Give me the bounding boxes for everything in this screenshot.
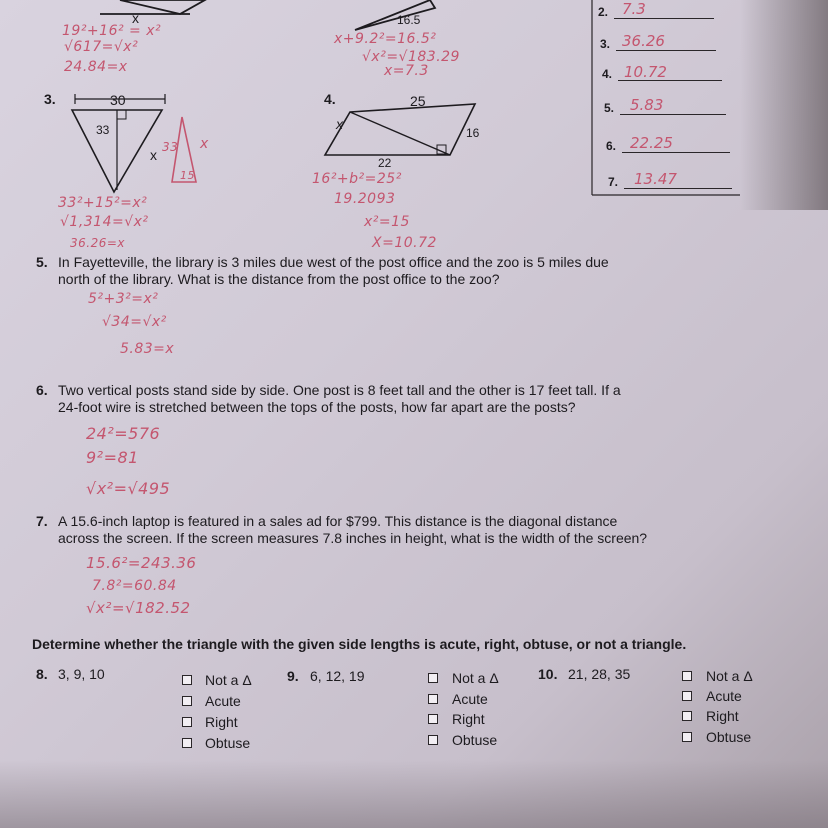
work-p3-line2: √1,314=√x² <box>60 214 149 230</box>
work-p4-line2: 19.2093 <box>334 191 396 207</box>
q9-option-obtuse: Obtuse <box>452 732 498 748</box>
q7-work-line2: 7.8²=60.84 <box>92 578 177 594</box>
q10-checkbox-acute[interactable] <box>682 691 692 701</box>
q9-checkbox-not-triangle[interactable] <box>428 673 438 683</box>
problem-3-small-b: 15 <box>180 169 195 182</box>
answer-value-2: 7.3 <box>622 0 646 18</box>
q6-work-line2: 9²=81 <box>86 448 139 467</box>
work-p3-line3: 36.26=x <box>70 236 126 250</box>
work-p4-line3: x²=15 <box>364 214 410 230</box>
q8-sides: 3, 9, 10 <box>58 666 105 682</box>
work-p2-line3: x=7.3 <box>384 63 429 79</box>
work-p2-line1: x+9.2²=16.5² <box>334 31 437 47</box>
answer-label-7: 7. <box>608 175 619 189</box>
q9-option-acute: Acute <box>452 691 488 707</box>
q5-number: 5. <box>36 254 48 270</box>
answer-value-5: 5.83 <box>630 96 664 114</box>
q8-option-obtuse: Obtuse <box>205 735 251 751</box>
problem-3-small-a: 33 <box>162 140 179 154</box>
section-title: Determine whether the triangle with the given side lengths is acute, right, obtuse, or not a triangle. <box>32 636 687 652</box>
q8-checkbox-not-triangle[interactable] <box>182 675 192 685</box>
q8-number: 8. <box>36 666 48 682</box>
problem-4-left: x <box>336 116 343 132</box>
work-p1-line2: √617=√x² <box>64 39 139 55</box>
q9-checkbox-obtuse[interactable] <box>428 735 438 745</box>
label-16-5: 16.5 <box>397 13 421 27</box>
q8-checkbox-obtuse[interactable] <box>182 738 192 748</box>
answer-value-4: 10.72 <box>624 63 667 81</box>
q10-option-obtuse: Obtuse <box>706 729 752 745</box>
q7-work-line3: √x²=√182.52 <box>86 599 191 617</box>
problem-3-number: 3. <box>44 91 56 107</box>
work-p4-line4: X=10.72 <box>372 235 437 251</box>
q6-text-line2: 24-foot wire is stretched between the tops of the posts, how far apart are the posts? <box>58 399 576 415</box>
q10-sides: 21, 28, 35 <box>568 666 631 682</box>
q10-option-acute: Acute <box>706 688 742 704</box>
work-p1-line1: 19²+16² = x² <box>62 23 162 39</box>
q10-checkbox-not-triangle[interactable] <box>682 671 692 681</box>
problem-3-left: 33 <box>96 123 110 137</box>
q7-work-line1: 15.6²=243.36 <box>86 554 197 572</box>
q8-option-acute: Acute <box>205 693 241 709</box>
q9-sides: 6, 12, 19 <box>310 668 365 684</box>
q9-checkbox-acute[interactable] <box>428 694 438 704</box>
q9-option-not-triangle: Not a Δ <box>452 670 499 686</box>
problem-3-top: 30 <box>110 92 126 108</box>
work-p4-line1: 16²+b²=25² <box>312 171 402 187</box>
q5-work-line2: √34=√x² <box>102 314 167 330</box>
q6-text-line1: Two vertical posts stand side by side. One post is 8 feet tall and the other is 17 feet tall. If a <box>58 382 621 398</box>
q6-work-line1: 24²=576 <box>86 424 161 443</box>
q9-checkbox-right[interactable] <box>428 714 438 724</box>
q10-option-right: Right <box>706 708 739 724</box>
q7-text-line2: across the screen. If the screen measures 7.8 inches in height, what is the width of the screen? <box>58 530 648 546</box>
problem-3-x: x <box>150 147 157 163</box>
q9-number: 9. <box>287 668 299 684</box>
problem-3-x2: x <box>200 136 209 152</box>
rectangle-problem-4 <box>325 104 475 155</box>
q6-number: 6. <box>36 382 48 398</box>
work-p2-line2: √x²=√183.29 <box>362 49 460 65</box>
triangle-top-middle <box>355 0 435 30</box>
q8-checkbox-acute[interactable] <box>182 696 192 706</box>
q10-checkbox-right[interactable] <box>682 711 692 721</box>
q5-text-line2: north of the library. What is the distance from the post office to the zoo? <box>58 271 500 287</box>
q5-work-line3: 5.83=x <box>120 341 175 357</box>
q7-number: 7. <box>36 513 48 529</box>
answer-label-4: 4. <box>602 67 613 81</box>
q8-option-not-triangle: Not a Δ <box>205 672 252 688</box>
q10-option-not-triangle: Not a Δ <box>706 668 753 684</box>
q8-option-right: Right <box>205 714 238 730</box>
answer-value-6: 22.25 <box>630 134 673 152</box>
problem-4-right: 16 <box>466 126 480 140</box>
problem-4-top: 25 <box>410 93 426 109</box>
q5-work-line1: 5²+3²=x² <box>88 291 159 307</box>
q7-text-line1: A 15.6-inch laptop is featured in a sales ad for $799. This distance is the diagonal distance <box>58 513 618 529</box>
q5-text-line1: In Fayetteville, the library is 3 miles due west of the post office and the zoo is 5 miles due <box>58 254 609 270</box>
label-x: x <box>132 10 139 26</box>
work-p3-line1: 33²+15²=x² <box>58 195 148 211</box>
answer-value-3: 36.26 <box>622 32 665 50</box>
answer-label-5: 5. <box>604 101 615 115</box>
answer-value-7: 13.47 <box>634 170 677 188</box>
answer-label-3: 3. <box>600 37 611 51</box>
q9-option-right: Right <box>452 711 485 727</box>
answer-label-6: 6. <box>606 139 617 153</box>
answer-label-2: 2. <box>598 5 609 19</box>
q8-checkbox-right[interactable] <box>182 717 192 727</box>
problem-4-number: 4. <box>324 91 336 107</box>
q6-work-line3: √x²=√495 <box>86 479 171 498</box>
q10-checkbox-obtuse[interactable] <box>682 732 692 742</box>
q10-number: 10. <box>538 666 558 682</box>
work-p1-line3: 24.84=x <box>64 59 128 75</box>
problem-4-bottom: 22 <box>378 156 392 170</box>
